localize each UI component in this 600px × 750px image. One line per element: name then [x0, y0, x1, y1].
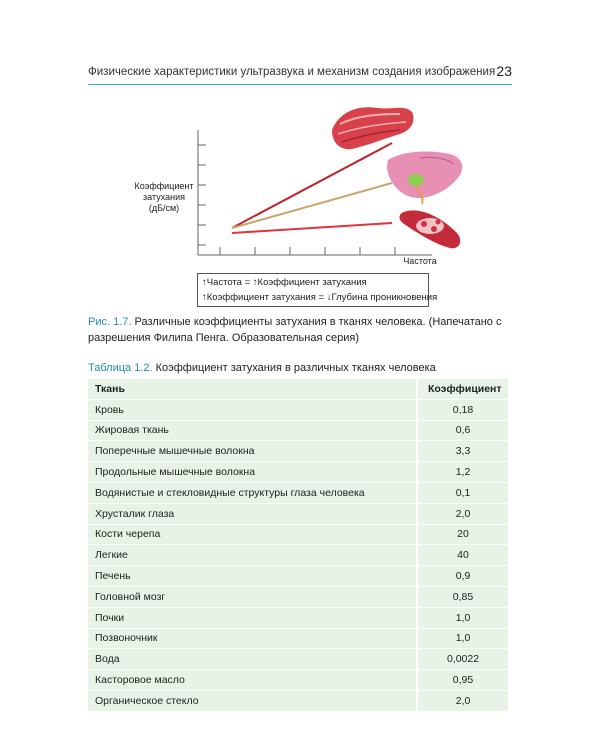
tissue-cell: Почки [88, 608, 418, 629]
y-axis-ticks [198, 145, 206, 245]
tissue-cell: Поперечные мышечные волокна [88, 441, 418, 462]
table-row [88, 441, 508, 462]
tissue-cell: Хрусталик глаза [88, 504, 418, 525]
figure-legend-box [197, 273, 438, 307]
running-header [88, 64, 512, 85]
y-axis-label-line-3: (дБ/см) [148, 203, 180, 213]
tissue-cell: Кости черепа [88, 525, 418, 546]
table-header-row [88, 379, 508, 400]
table-title-label: Таблица 1.2. [88, 362, 153, 374]
coefficient-cell: 3,3 [418, 441, 508, 462]
muscle-illustration [332, 107, 414, 149]
coefficient-cell: 0,85 [418, 587, 508, 608]
x-axis-ticks [220, 247, 395, 255]
table-row [88, 587, 508, 608]
page-number: 23 [496, 63, 512, 79]
coefficient-cell: 0,18 [418, 400, 508, 421]
table-title-text: Коэффициент затухания в различных тканях человека [152, 362, 436, 374]
y-axis-label-line-1: Коэффициент [134, 181, 194, 191]
column-header-coefficient: Коэффициент [418, 379, 508, 400]
table-title [88, 362, 436, 374]
table-row [88, 670, 508, 691]
column-header-tissue: Ткань [88, 379, 418, 400]
tissue-cell: Легкие [88, 545, 418, 566]
chart-axes [198, 130, 432, 255]
series-lines [232, 143, 392, 233]
legend-line-2: ↑Коэффициент затухания = ↓Глубина проникновения [202, 292, 438, 303]
table-row [88, 421, 508, 442]
coefficient-cell: 0,95 [418, 670, 508, 691]
coefficient-cell: 1,0 [418, 608, 508, 629]
blood-vessel-illustration [400, 210, 461, 248]
tissue-cell: Продольные мышечные волокна [88, 462, 418, 483]
table-row [88, 504, 508, 525]
liver-illustration [387, 152, 462, 204]
tissue-cell: Касторовое масло [88, 670, 418, 691]
coefficient-cell: 1,2 [418, 462, 508, 483]
series-line-3 [232, 223, 392, 233]
table-row [88, 608, 508, 629]
coefficient-cell: 0,0022 [418, 649, 508, 670]
series-line-1 [232, 143, 392, 228]
y-axis-label-line-2: затухания [143, 192, 185, 202]
series-line-2 [232, 183, 392, 228]
coefficient-cell: 20 [418, 525, 508, 546]
figure-caption-text: Различные коэффициенты затухания в тканях человека. (Напечатано с разрешения Филипа Пенга. Образовательная серия) [88, 316, 502, 344]
table-row [88, 525, 508, 546]
tissue-cell: Кровь [88, 400, 418, 421]
coefficient-cell: 0,1 [418, 483, 508, 504]
coefficient-cell: 40 [418, 545, 508, 566]
table-row [88, 649, 508, 670]
tissue-cell: Позвоночник [88, 629, 418, 650]
coefficient-cell: 0,6 [418, 421, 508, 442]
coefficient-cell: 2,0 [418, 504, 508, 525]
tissue-cell: Печень [88, 566, 418, 587]
tissue-cell: Органическое стекло [88, 691, 418, 712]
coefficient-cell: 0,9 [418, 566, 508, 587]
chapter-title: Физические характеристики ультразвука и механизм создания изображения [88, 66, 496, 78]
coefficient-cell: 2,0 [418, 691, 508, 712]
attenuation-table [88, 379, 508, 712]
table-row [88, 400, 508, 421]
table-row [88, 566, 508, 587]
figure-caption-label: Рис. 1.7. [88, 316, 132, 328]
tissue-cell: Жировая ткань [88, 421, 418, 442]
x-axis-label: Частота [403, 256, 437, 266]
table-row [88, 691, 508, 712]
table-row [88, 629, 508, 650]
table-row [88, 545, 508, 566]
coefficient-cell: 1,0 [418, 629, 508, 650]
tissue-cell: Водянистые и стекловидные структуры глаза человека [88, 483, 418, 504]
legend-line-1: ↑Частота = ↑Коэффициент затухания [202, 277, 367, 288]
tissue-cell: Вода [88, 649, 418, 670]
figure-caption [88, 315, 518, 346]
table-row [88, 462, 508, 483]
tissue-cell: Головной мозг [88, 587, 418, 608]
table-row [88, 483, 508, 504]
